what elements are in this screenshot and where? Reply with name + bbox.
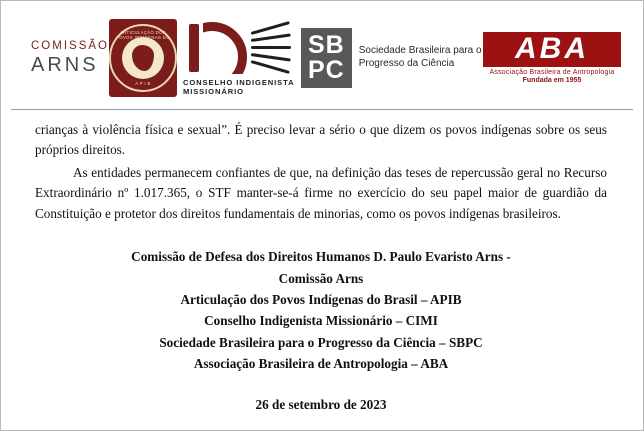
signature-block [35, 246, 607, 374]
document-date: 26 de setembro de 2023 [255, 396, 387, 412]
signature-line: Associação Brasileira de Antropologia – ABA [193, 356, 449, 372]
brazil-map-icon [132, 45, 154, 71]
cimi-bar-shape [189, 24, 199, 72]
sbpc-monogram-line2: PC [307, 55, 345, 84]
logo-header [1, 1, 643, 109]
paragraph-1: crianças à violência física e sexual”. É preciso levar a sério o que dizem os povos indígenas sobre os seus próprios direitos. [35, 122, 607, 158]
signature-line: Comissão Arns [278, 270, 364, 286]
signature-line: Articulação dos Povos Indígenas do Brasil – APIB [180, 292, 462, 308]
signature-line: Conselho Indigenista Missionário – CIMI [204, 313, 438, 329]
apib-seal-icon [109, 24, 177, 92]
sbpc-logo-words: Sociedade Brasileira para o Progresso da Ciência [358, 45, 482, 69]
cimi-feathers-icon [251, 30, 295, 66]
sbpc-logo [301, 28, 483, 88]
aba-wordmark: ABA [483, 32, 621, 67]
signature-line: Sociedade Brasileira para o Progresso da Ciência – SBPC [159, 334, 483, 350]
apib-seal-ring-top: ARTICULAÇÃO DOS POVOS INDÍGENAS DO BRASIL [116, 30, 170, 45]
cimi-mark-icon [183, 20, 301, 76]
sbpc-monogram-line1: SB [307, 31, 345, 59]
aba-logo [483, 32, 621, 84]
cimi-logo [183, 20, 301, 96]
cimi-logo-label: CONSELHO INDIGENISTA MISSIONÁRIO [182, 78, 295, 96]
aba-founded-text: Fundada em 1955 [522, 76, 582, 84]
comissao-arns-logo [31, 41, 109, 75]
comissao-arns-logo-line2: ARNS [31, 53, 99, 76]
aba-subtitle: Associação Brasileira de Antropologia [489, 68, 615, 76]
apib-logo [109, 19, 177, 97]
cimi-arc-shape [203, 22, 255, 74]
document-body [1, 110, 643, 415]
signature-line: Comissão de Defesa dos Direitos Humanos D. Paulo Evaristo Arns - [131, 249, 511, 265]
comissao-arns-logo-line1: COMISSÃO [31, 40, 109, 53]
sbpc-monogram-icon [301, 28, 352, 88]
paragraph-2: As entidades permanecem confiantes de que, na definição das teses de repercussão geral no Recurso Extraordinário nº 1.017.365, o STF manter-se-á firme no exercício do seu papel maior de guardião da Constituição e protetor dos direitos fundamentais de minorias, como os povos indígenas brasileiros. [35, 164, 607, 221]
apib-seal-ring-bottom: A P I B [135, 81, 151, 86]
